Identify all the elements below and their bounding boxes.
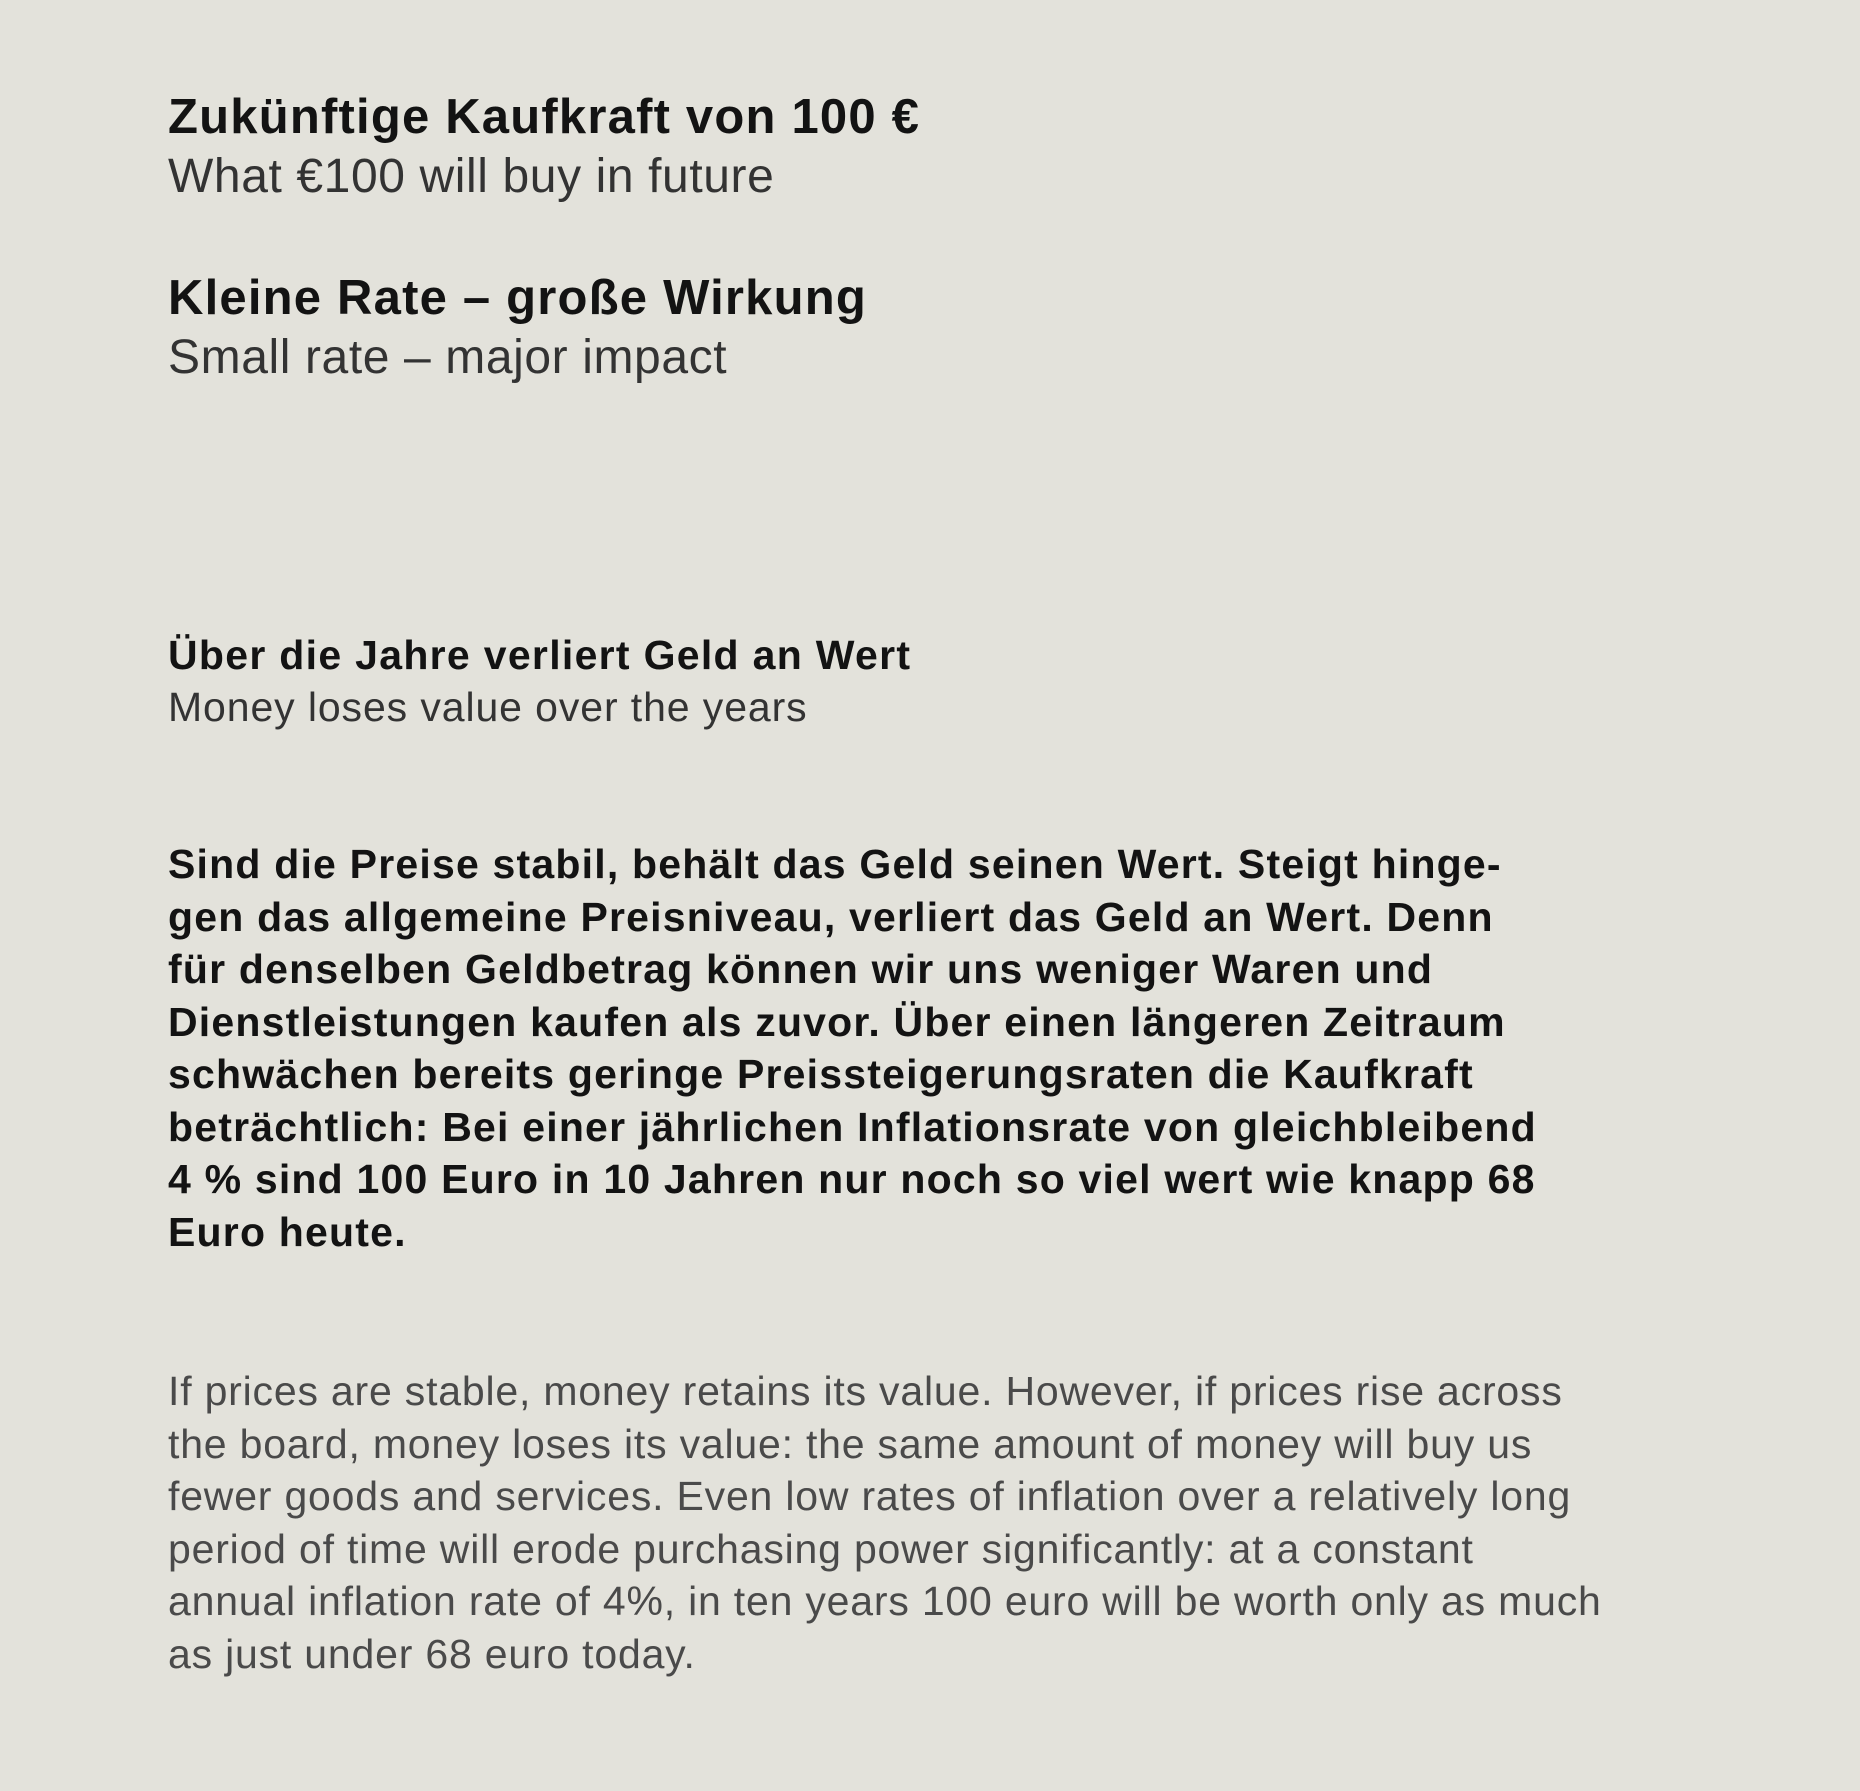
subtitle-block (168, 268, 867, 388)
subtitle-german: Kleine Rate – große Wirkung (168, 271, 868, 325)
body-line: 4 % sind 100 Euro in 10 Jahren nur noch so viel wert wie knapp 68 (168, 1156, 1536, 1202)
body-line: schwächen bereits geringe Preissteigerungsraten die Kaufkraft (168, 1051, 1474, 1097)
body-line: gen das allgemeine Preisniveau, verliert das Geld an Wert. Denn (168, 893, 1494, 940)
body-line: the board, money loses its value: the same amount of money will buy us (168, 1420, 1533, 1467)
title-block (168, 87, 920, 207)
body-line: as just under 68 euro today. (168, 1630, 696, 1677)
body-line: Sind die Preise stabil, behält das Geld seinen Wert. Steigt hinge- (168, 841, 1502, 887)
body-line: fewer goods and services. Even low rates of inflation over a relatively long (168, 1473, 1572, 1519)
body-line: Euro heute. (168, 1208, 407, 1255)
body-paragraph-english (168, 1365, 1602, 1680)
body-line: beträchtlich: Bei einer jährlichen Inflationsrate von gleichbleibend (168, 1103, 1537, 1150)
section-heading-english: Money loses value over the years (168, 684, 808, 730)
section-heading-german: Über die Jahre verliert Geld an Wert (168, 632, 912, 678)
body-line: period of time will erode purchasing power significantly: at a constant (168, 1525, 1474, 1572)
subtitle-english: Small rate – major impact (168, 331, 728, 384)
body-line: If prices are stable, money retains its value. However, if prices rise across (168, 1368, 1563, 1414)
body-line: annual inflation rate of 4%, in ten years 100 euro will be worth only as much (168, 1578, 1602, 1624)
body-line: Dienstleistungen kaufen als zuvor. Über einen längeren Zeitraum (168, 998, 1506, 1045)
section-heading-block (168, 629, 911, 733)
body-paragraph-german (168, 838, 1537, 1258)
title-english: What €100 will buy in future (168, 150, 775, 203)
title-german: Zukünftige Kaufkraft von 100 € (168, 90, 921, 144)
body-line: für denselben Geldbetrag können wir uns weniger Waren und (168, 946, 1434, 992)
